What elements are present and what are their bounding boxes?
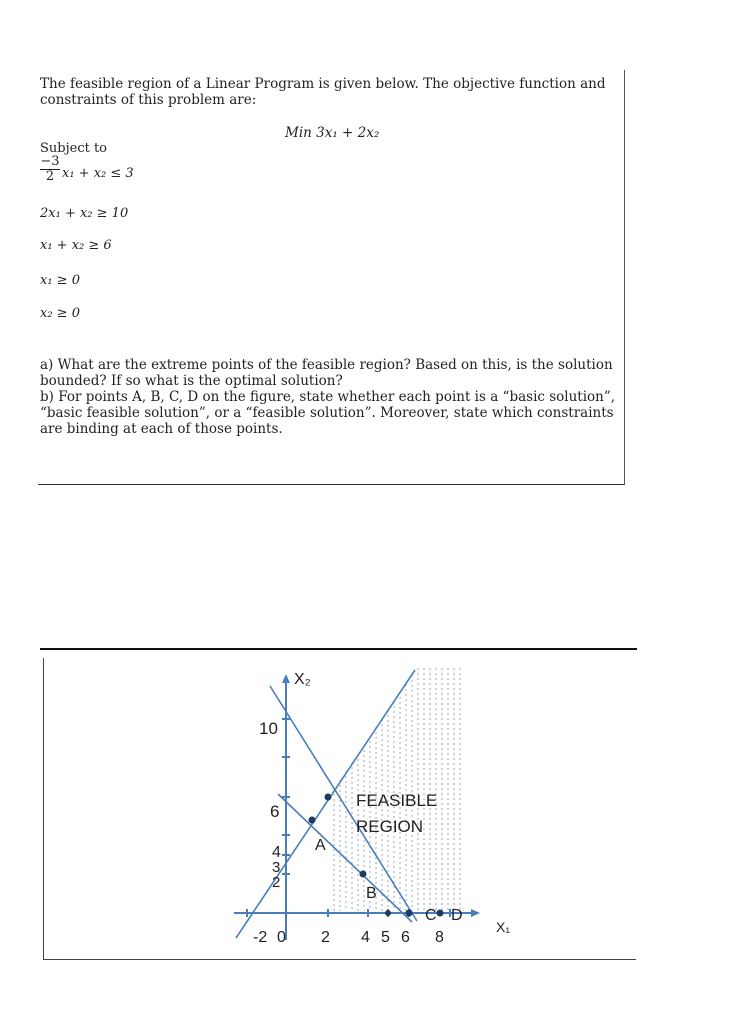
region-label-region: REGION [356, 817, 424, 836]
question-a: a) What are the extreme points of the feasible region? Based on this, is the solution bounded? If so what is the optimal solution? [40, 357, 613, 389]
x-tick-label-6: 6 [401, 929, 410, 946]
point-b-dot [360, 871, 367, 878]
y-axis-label: X₂ [294, 671, 311, 688]
constraint-2: 2x₁ + x₂ ≥ 10 [40, 206, 129, 221]
x1-axis-arrowhead [471, 909, 480, 917]
constraint-3: x₁ + x₂ ≥ 6 [40, 238, 112, 253]
x-tick-label-neg2: -2 [253, 929, 268, 946]
y-tick-label-4: 4 [272, 844, 281, 861]
point-b-label: B [366, 885, 377, 902]
fraction-numerator: −3 [40, 154, 60, 169]
constraint-1: x₁ + x₂ ≤ 3 [62, 166, 134, 181]
constraint-4: x₁ ≥ 0 [40, 273, 80, 288]
point-d-dot [437, 910, 444, 917]
point-d-label: D [451, 907, 463, 924]
y-tick-label-3: 3 [272, 859, 281, 876]
x-tick-label-8: 8 [435, 929, 444, 946]
x-tick-label-5: 5 [381, 929, 390, 946]
question-b: b) For points A, B, C, D on the figure, state whether each point is a “basic solution”, “basic feasible solution”, or a “feasible solution”. Moreover, state which constraints are binding at each of those points. [40, 389, 616, 437]
point-a-dot [309, 817, 316, 824]
x-tick-label-0: 0 [277, 929, 286, 946]
point-c-dot [406, 910, 413, 917]
point-c-label: C [425, 907, 437, 924]
fraction-denominator: 2 [40, 169, 60, 184]
x-axis-dot [385, 910, 391, 916]
x-tick-label-2: 2 [321, 929, 330, 946]
point-a-label: A [315, 837, 326, 854]
y-tick-label-10: 10 [259, 719, 278, 738]
subject-to-label: Subject to [40, 141, 108, 156]
region-label-feasible: FEASIBLE [356, 791, 438, 810]
constraint-line-x1-x2-6 [278, 794, 412, 922]
objective-function: Min 3x₁ + 2x₂ [285, 125, 380, 141]
intersection-dot [325, 794, 332, 801]
problem-intro: The feasible region of a Linear Program is given below. The objective function and constraints of this problem are: [40, 76, 606, 108]
feasible-region-hatching [334, 668, 460, 911]
y-tick-label-2: 2 [272, 874, 281, 891]
x-tick-label-4: 4 [361, 929, 370, 946]
x2-axis-arrowhead [282, 674, 290, 683]
x-axis-label: X₁ [496, 919, 511, 935]
constraint-5: x₂ ≥ 0 [40, 306, 80, 321]
y-tick-label-6: 6 [270, 802, 280, 821]
